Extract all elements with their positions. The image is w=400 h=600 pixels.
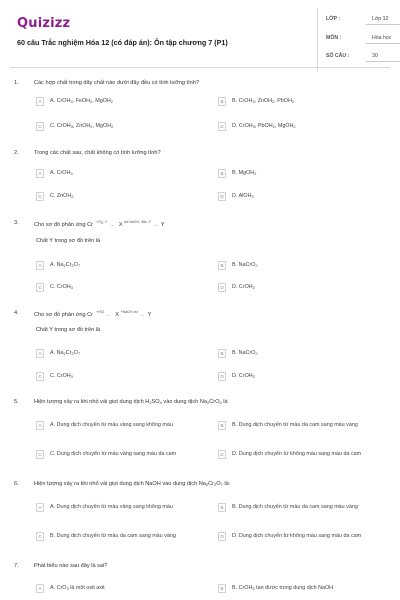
option-text: D. AlOH$_3$	[232, 193, 254, 199]
meta-panel	[317, 8, 399, 72]
option-text: D. CrOH$_2$	[232, 284, 255, 290]
option-letter-box[interactable]: B	[218, 349, 226, 358]
option-text: C. ZnOH$_2$	[50, 193, 74, 199]
option-letter-box[interactable]: C	[36, 192, 44, 201]
question-text: Cho sơ đồ phản ứng Cr $^{+O_2, t^\circ}$ → X $^{dd NaOH, đặc, t^\circ}$ → Y	[34, 220, 165, 228]
answer-option-c[interactable]	[36, 450, 206, 466]
answer-option-d[interactable]	[218, 192, 388, 208]
option-letter-box[interactable]: A	[36, 503, 44, 512]
option-text: B. NaCrO$_2$	[232, 262, 258, 268]
answer-option-d[interactable]	[218, 450, 388, 466]
meta-row-count: SỐ CÂU : 30	[318, 53, 400, 67]
answer-option-d[interactable]	[218, 283, 388, 299]
answer-option-b[interactable]	[218, 97, 388, 113]
option-text: B. CrOH$_3$, ZnOH$_2$, PbOH$_2$	[232, 98, 295, 104]
option-text: B. Dung dịch chuyển từ màu da cam sang màu vàng	[232, 422, 358, 428]
question-number: 5.	[14, 399, 19, 405]
option-letter-box[interactable]: B	[218, 503, 226, 512]
option-letter-box[interactable]: A	[36, 349, 44, 358]
answer-option-d[interactable]	[218, 122, 388, 138]
meta-row-class: LỚP : Lớp 12	[318, 16, 400, 30]
option-letter-box[interactable]: D	[218, 450, 226, 459]
option-letter-box[interactable]: B	[218, 584, 226, 593]
option-letter-box[interactable]: D	[218, 372, 226, 381]
option-letter-box[interactable]: A	[36, 421, 44, 430]
option-letter-box[interactable]: A	[36, 584, 44, 593]
answer-option-b[interactable]	[218, 503, 388, 519]
option-text: C. CrOH$_3$	[50, 284, 73, 290]
option-text: B. Dung dịch chuyển từ màu da cam sang màu vàng	[50, 533, 176, 539]
question-number: 3.	[14, 220, 19, 226]
option-letter-box[interactable]: C	[36, 450, 44, 459]
option-text: B. Dung dịch chuyển từ màu da cam sang màu vàng	[232, 504, 358, 510]
answer-option-c[interactable]	[36, 122, 206, 138]
option-text: D. CrOH$_2$	[232, 373, 255, 379]
option-text: D. Dung dịch chuyển từ không màu sang màu da cam	[232, 533, 362, 539]
answer-option-b[interactable]	[218, 584, 388, 600]
answer-option-d[interactable]	[218, 532, 388, 548]
option-text: A. $Na_2Cr_2O_7$	[50, 262, 81, 268]
question-text: Hiện tượng xảy ra khi nhỏ vài giọt dung dịch $H_2SO_4$ vào dung dịch $Na_2CrO_4$ là	[34, 399, 228, 405]
question-text: Hiện tượng xảy ra khi nhỏ vài giọt dung dịch NaOH vào dung dịch $Na_2Cr_2O_7$ là:	[34, 481, 231, 487]
option-text: C. Dung dịch chuyển từ màu vàng sang màu da cam	[50, 451, 177, 457]
option-letter-box[interactable]: A	[36, 97, 44, 106]
option-letter-box[interactable]: B	[218, 97, 226, 106]
question-subtext: Chất Y trong sơ đồ trên là	[36, 327, 101, 333]
option-letter-box[interactable]: C	[36, 372, 44, 381]
answer-option-b[interactable]	[218, 349, 388, 365]
option-letter-box[interactable]: D	[218, 122, 226, 131]
option-text: A. CrO$_3$ là một oxit axit	[50, 585, 105, 591]
quizizz-logo: Quizizz	[17, 16, 71, 31]
answer-option-a[interactable]	[36, 503, 206, 519]
worksheet-header	[10, 8, 390, 68]
question-number: 4.	[14, 310, 19, 316]
answer-option-a[interactable]	[36, 421, 206, 437]
answer-option-b[interactable]	[218, 261, 388, 277]
option-letter-box[interactable]: C	[36, 122, 44, 131]
answer-option-c[interactable]	[36, 192, 206, 208]
option-text: A. $Na_2Cr_2O_7$	[50, 350, 81, 356]
answer-option-a[interactable]	[36, 349, 206, 365]
answer-option-c[interactable]	[36, 372, 206, 388]
question-text: Cho sơ đồ phản ứng Cr $^{+HCl}$ → X $^{+NaOH dư}$ → Y	[34, 310, 152, 318]
option-text: B. CrOH$_3$ tan được trong dung dịch NaOH	[232, 585, 334, 591]
question-number: 6.	[14, 481, 19, 487]
option-letter-box[interactable]: A	[36, 261, 44, 270]
option-letter-box[interactable]: D	[218, 192, 226, 201]
option-text: D. CrOH$_3$, PbOH$_2$, MgOH$_2$	[232, 123, 296, 129]
option-letter-box[interactable]: C	[36, 532, 44, 541]
question-text: Các hợp chất trong dãy chất nào dưới đây đều có tính lưỡng tính?	[34, 80, 199, 86]
answer-option-b[interactable]	[218, 169, 388, 185]
page-title: 60 câu Trắc nghiệm Hóa 12 (có đáp án): Ôn tập chương 7 (P1)	[17, 38, 228, 47]
answer-option-c[interactable]	[36, 283, 206, 299]
question-number: 1.	[14, 80, 19, 86]
answer-option-a[interactable]	[36, 169, 206, 185]
option-letter-box[interactable]: B	[218, 421, 226, 430]
option-text: B. MgOH$_2$	[232, 170, 257, 176]
option-letter-box[interactable]: B	[218, 261, 226, 270]
option-letter-box[interactable]: D	[218, 283, 226, 292]
answer-option-a[interactable]	[36, 261, 206, 277]
option-text: C. CrOH$_3$, ZnOH$_2$, MgOH$_2$	[50, 123, 114, 129]
question-subtext: Chất Y trong sơ đồ trên là	[36, 238, 101, 244]
option-letter-box[interactable]: D	[218, 532, 226, 541]
option-text: B. NaCrO$_2$	[232, 350, 258, 356]
option-text: A. Dung dịch chuyển từ màu vàng sang không màu	[50, 422, 173, 428]
answer-option-c[interactable]	[36, 532, 206, 548]
answer-option-d[interactable]	[218, 372, 388, 388]
option-text: A. Dung dịch chuyển từ màu vàng sang không màu	[50, 504, 173, 510]
option-letter-box[interactable]: A	[36, 169, 44, 178]
answer-option-b[interactable]	[218, 421, 388, 437]
option-letter-box[interactable]: B	[218, 169, 226, 178]
meta-row-subject: MÔN : Hóa học	[318, 35, 400, 49]
question-number: 7.	[14, 563, 19, 569]
option-text: C. CrOH$_3$	[50, 373, 73, 379]
option-text: A. CrOH$_3$	[50, 170, 73, 176]
question-text: Phát biểu nào sau đây là sai?	[34, 563, 108, 569]
option-text: D. Dung dịch chuyển từ không màu sang màu da cam	[232, 451, 362, 457]
option-text: A. CrOH$_3$, FeOH$_2$, MgOH$_2$	[50, 98, 114, 104]
question-number: 2.	[14, 150, 19, 156]
answer-option-a[interactable]	[36, 97, 206, 113]
question-text: Trong các chất sau, chất không có tính lưỡng tính?	[34, 150, 161, 156]
answer-option-a[interactable]	[36, 584, 206, 600]
option-letter-box[interactable]: C	[36, 283, 44, 292]
